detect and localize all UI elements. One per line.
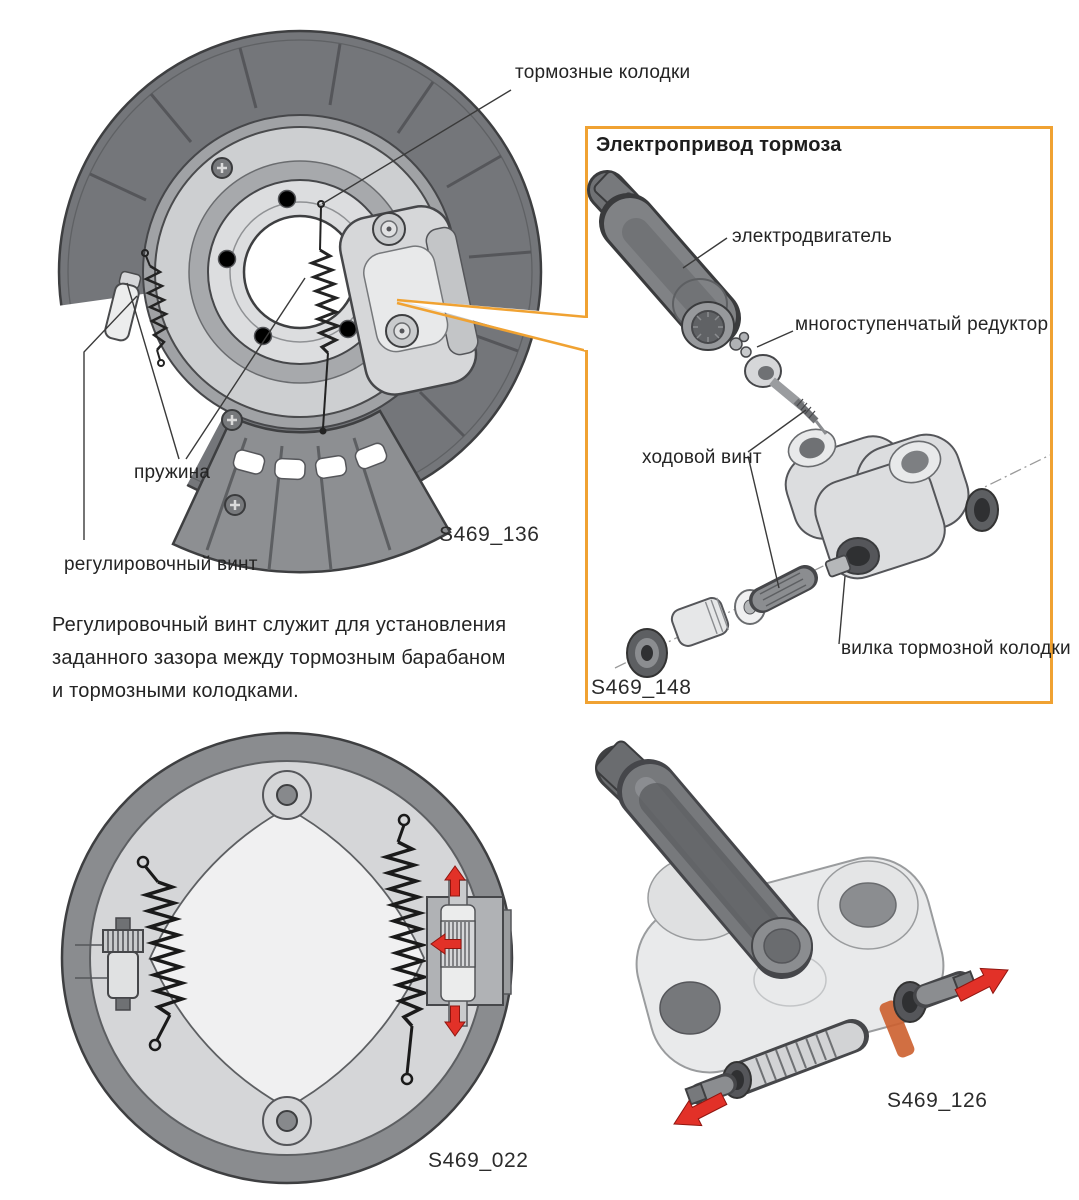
fig-drum-schematic — [62, 733, 512, 1183]
motor-exploded — [593, 170, 734, 350]
reducer-exploded — [730, 333, 826, 435]
electric-drive-box-title: Электропривод тормоза — [596, 134, 842, 156]
figure-code-s469-136: S469_136 — [439, 523, 540, 546]
drive-housing — [778, 423, 998, 586]
label-brake-shoes: тормозные колодки — [515, 62, 691, 83]
spindle-parts-exploded — [627, 555, 851, 677]
fig-actuator-cutaway — [594, 739, 977, 1104]
label-electric-motor: электродвигатель — [732, 226, 892, 247]
label-lead-screw: ходовой винт — [642, 447, 762, 468]
fig-backing-plate — [43, 31, 541, 572]
label-brake-shoe-fork: вилка тормозной колодки — [841, 638, 1071, 659]
figure-code-s469-126: S469_126 — [887, 1089, 988, 1112]
paragraph-line-1: Регулировочный винт служит для установления — [52, 614, 507, 636]
paragraph-line-3: и тормозными колодками. — [52, 680, 299, 702]
drum-actuator — [427, 880, 511, 1026]
figure-code-s469-022: S469_022 — [428, 1149, 529, 1172]
label-spring: пружина — [134, 462, 211, 483]
figure-code-s469-148: S469_148 — [591, 676, 692, 699]
paragraph-line-2: заданного зазора между тормозным барабаном — [52, 647, 506, 669]
label-adjusting-screw: регулировочный винт — [64, 554, 258, 575]
label-multistage-gearbox: многоступенчатый редуктор — [795, 314, 1049, 335]
